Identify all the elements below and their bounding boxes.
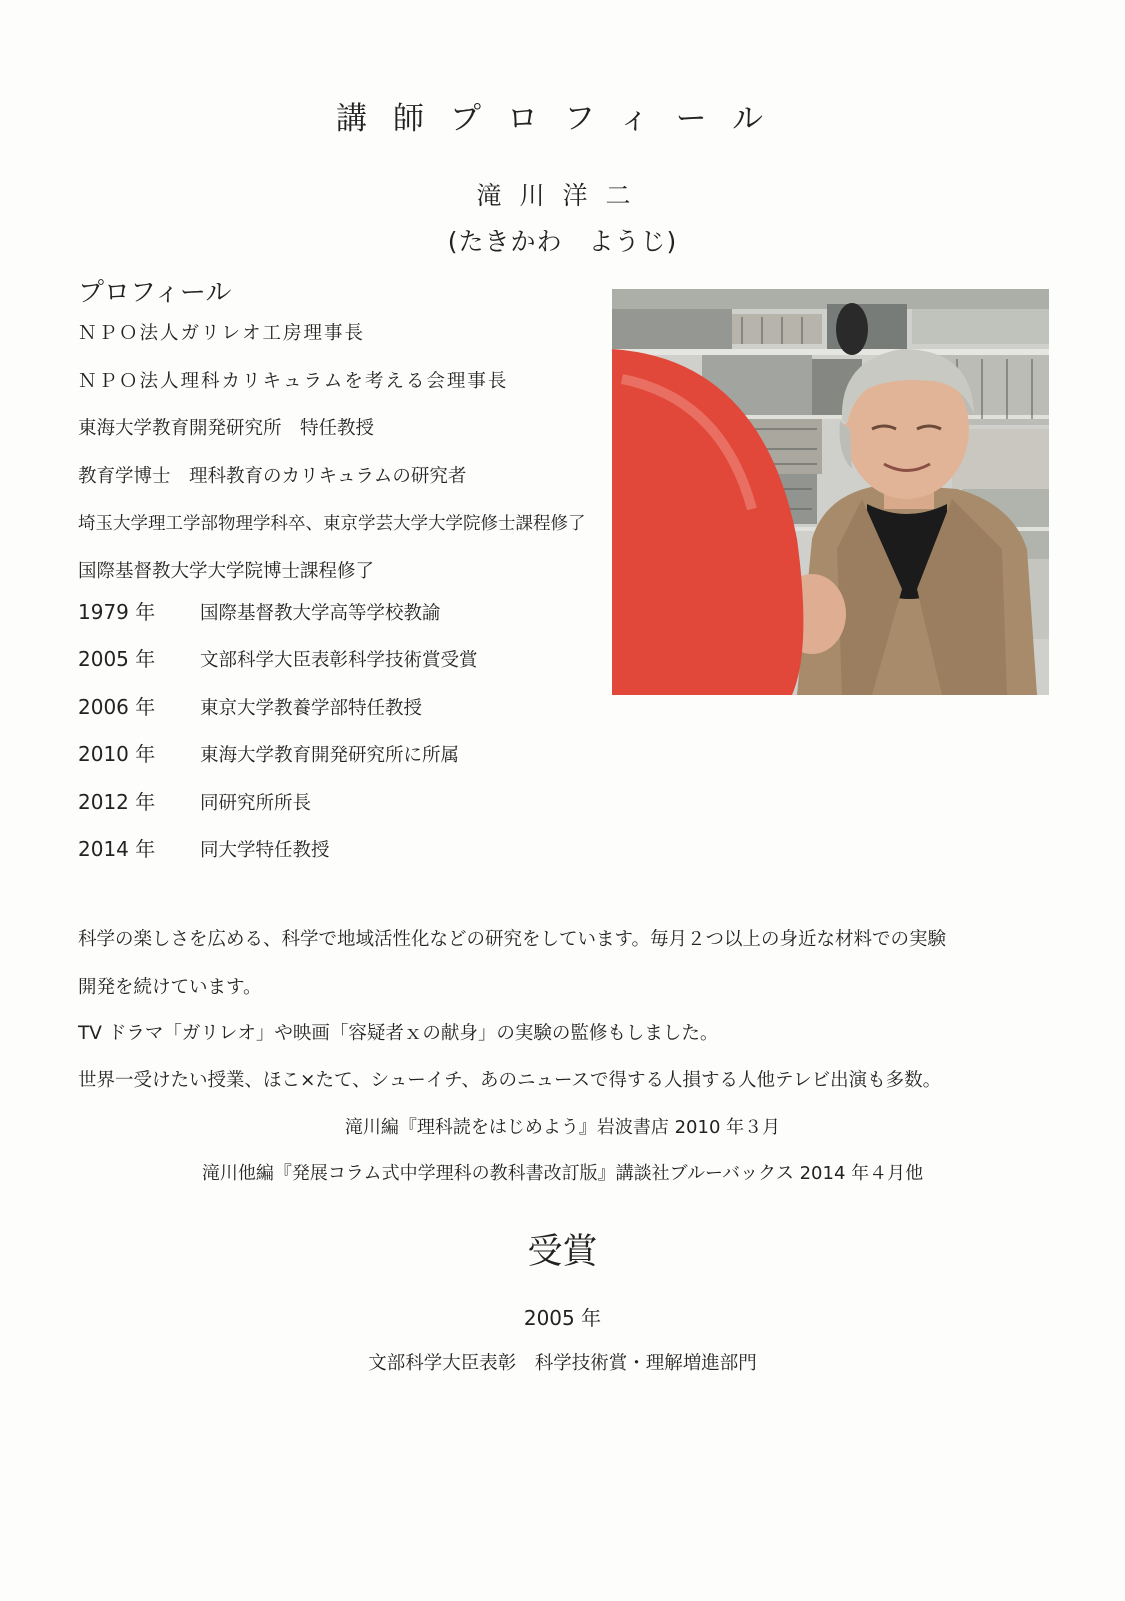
history-year: 1979 年 xyxy=(78,600,156,624)
page-title: 講師プロフィール xyxy=(336,100,789,137)
profile-line: ＮＰＯ法人ガリレオ工房理事長 xyxy=(78,323,366,344)
profile-heading: プロフィール xyxy=(78,278,232,308)
description-line: 開発を続けています。 xyxy=(78,977,262,998)
history-text: 東海大学教育開発研究所に所属 xyxy=(200,745,460,767)
history-text: 文部科学大臣表彰科学技術賞受賞 xyxy=(200,650,478,672)
award-year: 2005 年 xyxy=(523,1306,602,1330)
history-year: 2012 年 xyxy=(78,789,156,814)
history-item xyxy=(78,740,478,787)
profile-list xyxy=(78,320,638,606)
history-item xyxy=(78,645,478,692)
career-history xyxy=(78,598,478,882)
publication-line: 滝川他編『発展コラム式中学理科の教科書改訂版』講談社ブルーバックス 2014 年４月他 xyxy=(201,1163,924,1184)
publication-line: 滝川編『理科読をはじめよう』岩波書店 2010 年３月 xyxy=(344,1117,781,1138)
profile-line: ＮＰＯ法人理科カリキュラムを考える会理事長 xyxy=(78,370,509,392)
history-year: 2006 年 xyxy=(78,694,156,719)
history-text: 同研究所所長 xyxy=(200,792,312,814)
description-line: 世界一受けたい授業、ほこ×たて、シューイチ、あのニュースで得する人損する人他テレビ出演も多数。 xyxy=(78,1070,942,1091)
description-line: TV ドラマ「ガリレオ」や映画「容疑者ｘの献身」の実験の監修もしました。 xyxy=(78,1023,719,1044)
history-item xyxy=(78,788,478,835)
history-text: 同大学特任教授 xyxy=(200,839,330,861)
history-year: 2005 年 xyxy=(78,647,156,672)
lecturer-photo-illustration xyxy=(612,289,1049,695)
profile-line: 国際基督教大学大学院博士課程修了 xyxy=(78,560,375,582)
lecturer-name: 滝川洋二 xyxy=(476,181,649,210)
lecturer-photo xyxy=(612,289,1049,695)
description-line: 科学の楽しさを広める、科学で地域活性化などの研究をしています。毎月２つ以上の身近な材料での実験 xyxy=(78,929,947,950)
history-item xyxy=(78,835,478,882)
award-heading: 受賞 xyxy=(527,1232,598,1272)
lecturer-name-reading: (たきかわ ようじ) xyxy=(447,227,678,256)
history-text: 東京大学教養学部特任教授 xyxy=(200,697,423,719)
history-year: 2014 年 xyxy=(78,836,156,861)
history-item xyxy=(78,598,478,645)
history-item xyxy=(78,693,478,740)
profile-line: 教育学博士 理科教育のカリキュラムの研究者 xyxy=(78,465,467,487)
history-year: 2010 年 xyxy=(78,742,156,767)
profile-line: 埼玉大学理工学部物理学科卒、東京学芸大学大学院修士課程修了 xyxy=(78,514,586,535)
publications xyxy=(0,1114,1125,1188)
award-name: 文部科学大臣表彰 科学技術賞・理解増進部門 xyxy=(368,1353,757,1374)
profile-line: 東海大学教育開発研究所 特任教授 xyxy=(78,418,375,440)
history-text: 国際基督教大学高等学校教諭 xyxy=(200,603,441,624)
